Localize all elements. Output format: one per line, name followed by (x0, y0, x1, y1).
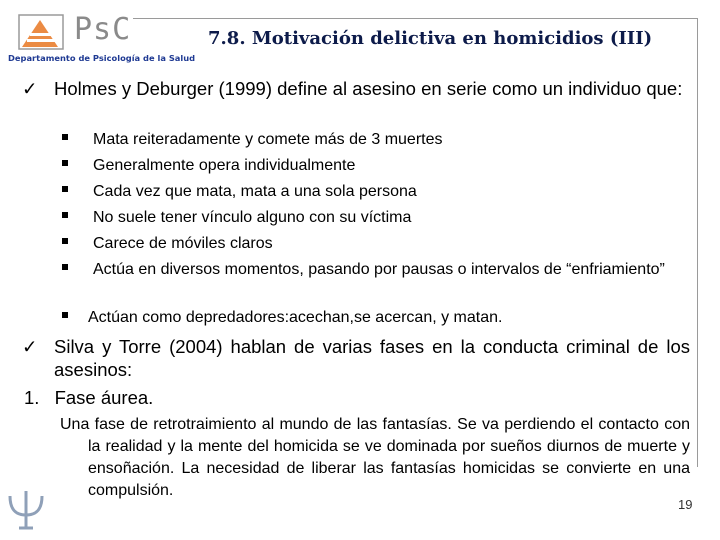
square-bullet-icon (62, 160, 68, 166)
logo-mark-icon (18, 14, 64, 50)
list-item-text: Mata reiteradamente y comete más de 3 muertes (93, 131, 443, 148)
logo-brand-text: PsC (74, 12, 132, 47)
check-icon: ✓ (22, 336, 38, 357)
list-item-text: Carece de móviles claros (93, 235, 273, 252)
page-number: 19 (678, 497, 693, 512)
bullet-silva-torre (22, 335, 690, 381)
list-item (60, 259, 690, 281)
department-name: Departamento de Psicología de la Salud (8, 53, 196, 63)
list-item (60, 129, 690, 151)
numbered-item-fase-aurea (24, 386, 153, 409)
list-item (60, 307, 690, 329)
square-bullet-icon (62, 312, 68, 318)
fase-aurea-description: Una fase de retrotraimiento al mundo de las fantasías. Se va perdiendo el contacto con la realidad y la mente del homicida se ve dominada por sueños diurnos de muerte y ensoñación. La necesidad de liberar las fantasías homicidas se convierte en una compulsión. (60, 416, 690, 499)
bullet-text: Holmes y Deburger (1999) define al asesino en serie como un individuo que: (54, 78, 683, 99)
list-item (60, 155, 690, 177)
square-bullet-icon (62, 134, 68, 140)
square-bullet-icon (62, 264, 68, 270)
numbered-item-label: Fase áurea. (54, 387, 154, 408)
check-icon: ✓ (22, 78, 38, 99)
slide-title: 7.8. Motivación delictiva en homicidios (III) (208, 28, 653, 49)
psi-icon (6, 488, 46, 532)
list-item (60, 207, 690, 229)
list-item-text: No suele tener vínculo alguno con su víctima (93, 209, 412, 226)
list-item-text: Actúan como depredadores:acechan,se acercan, y matan. (88, 309, 503, 326)
bullet-text: Silva y Torre (2004) hablan de varias fases en la conducta criminal de los asesinos: (54, 336, 690, 380)
list-item (60, 181, 690, 203)
square-bullet-icon (62, 186, 68, 192)
square-bullet-icon (62, 238, 68, 244)
square-bullet-icon (62, 212, 68, 218)
list-item-text: Cada vez que mata, mata a una sola persona (93, 183, 417, 200)
list-item-text: Actúa en diversos momentos, pasando por pausas o intervalos de “enfriamiento” (93, 261, 665, 278)
bullet-holmes-deburger (22, 77, 690, 100)
list-item (60, 233, 690, 255)
number-marker: 1. (24, 387, 40, 408)
list-item-text: Generalmente opera individualmente (93, 157, 356, 174)
